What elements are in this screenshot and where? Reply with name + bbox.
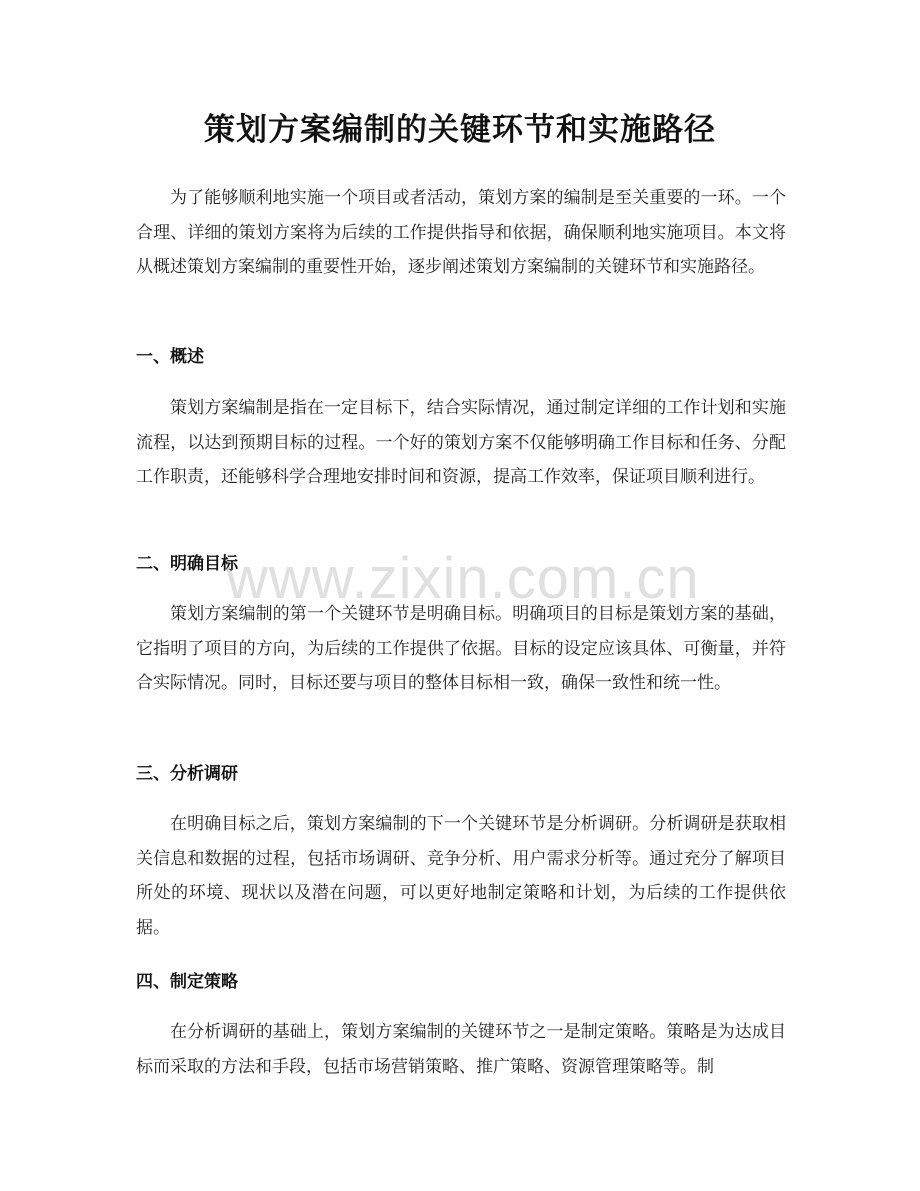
section-body-overview: 策划方案编制是指在一定目标下，结合实际情况，通过制定详细的工作计划和实施流程，以达到预期目标的过程。一个好的策划方案不仅能够明确工作目标和任务、分配工作职责，还能够科学合理地安排时间和资源，提高工作效率，保证项目顺利进行。 (136, 398, 786, 487)
section-heading-strategy: 四、制定策略 (136, 972, 238, 992)
section-heading-goals: 二、明确目标 (136, 554, 238, 574)
document-title: 策划方案编制的关键环节和实施路径 (204, 112, 716, 148)
section-body-goals: 策划方案编制的第一个关键环节是明确目标。明确项目的目标是策划方案的基础，它指明了项目的方向，为后续的工作提供了依据。目标的设定应该具体、可衡量，并符合实际情况。同时，目标还要与项目的整体目标相一致，确保一致性和统一性。 (136, 604, 786, 693)
section-heading-overview: 一、概述 (136, 347, 204, 367)
intro-paragraph: 为了能够顺利地实施一个项目或者活动，策划方案的编制是至关重要的一环。一个合理、详细的策划方案将为后续的工作提供指导和依据，确保顺利地实施项目。本文将从概述策划方案编制的重要性开始，逐步阐述策划方案编制的关键环节和实施路径。 (136, 188, 786, 277)
section-heading-research: 三、分析调研 (136, 764, 238, 784)
section-body-strategy: 在分析调研的基础上，策划方案编制的关键环节之一是制定策略。策略是为达成目标而采取的方法和手段，包括市场营销策略、推广策略、资源管理策略等。制 (136, 1022, 786, 1077)
watermark-text: www.zixin.com.cn (226, 546, 700, 611)
section-body-research: 在明确目标之后，策划方案编制的下一个关键环节是分析调研。分析调研是获取相关信息和数据的过程，包括市场调研、竞争分析、用户需求分析等。通过充分了解项目所处的环境、现状以及潜在问题，可以更好地制定策略和计划，为后续的工作提供依据。 (136, 814, 786, 938)
